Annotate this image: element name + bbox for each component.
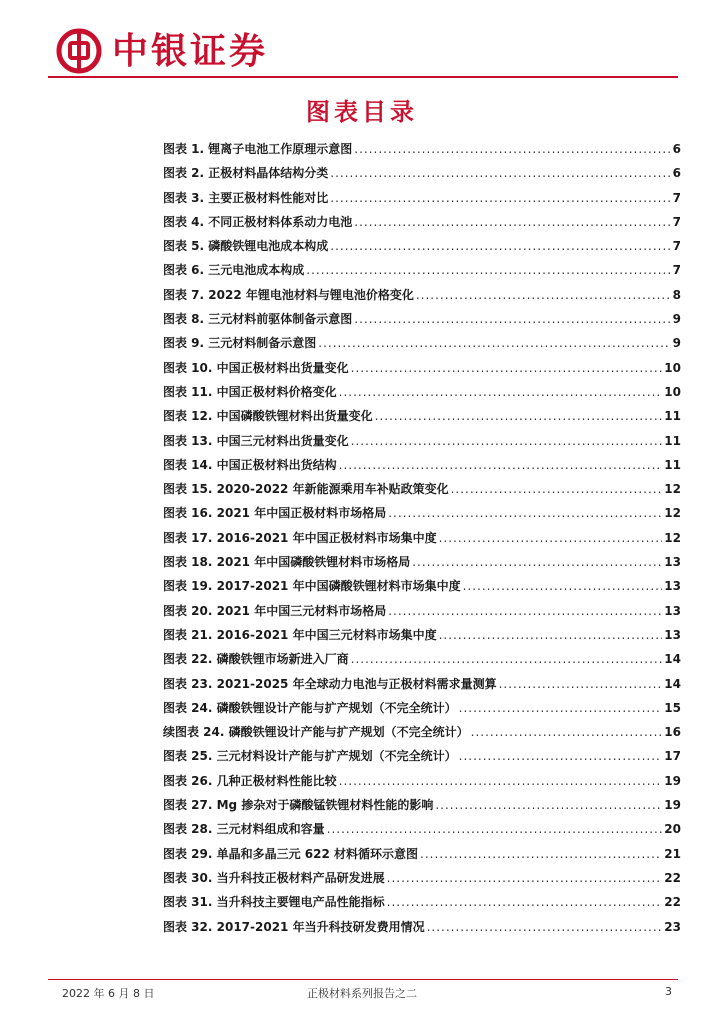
- toc-entry-page: 16: [664, 725, 681, 740]
- toc-entry-page: 22: [664, 870, 681, 885]
- toc-entry[interactable]: [163, 553, 681, 577]
- toc-leader-dots: [327, 822, 663, 836]
- toc-entry-page: 6: [672, 142, 681, 156]
- toc-leader-dots: [435, 798, 662, 812]
- toc-entry-label: 图表 2. 正极材料晶体结构分类: [163, 166, 329, 181]
- toc-entry-label: 图表 9. 三元材料制备示意图: [163, 336, 317, 351]
- toc-entry-label: 图表 29. 单晶和多晶三元 622 材料循环示意图: [163, 846, 419, 861]
- toc-entry[interactable]: [163, 772, 681, 796]
- toc-leader-dots: [330, 166, 670, 180]
- toc-entry[interactable]: [163, 407, 681, 431]
- toc-leader-dots: [439, 628, 663, 642]
- toc-leader-dots: [451, 482, 663, 496]
- toc-entry-page: 12: [664, 530, 681, 545]
- toc-entry-page: 13: [664, 579, 681, 594]
- toc-leader-dots: [351, 434, 663, 448]
- toc-entry[interactable]: [163, 140, 681, 164]
- toc-entry-label: 图表 6. 三元电池成本构成: [163, 263, 305, 278]
- toc-leader-dots: [459, 749, 663, 763]
- toc-entry[interactable]: [163, 164, 681, 188]
- toc-leader-dots: [354, 215, 670, 229]
- toc-entry-page: 13: [664, 555, 681, 570]
- toc-entry-label: 图表 32. 2017-2021 年当升科技研发费用情况: [163, 919, 425, 934]
- toc-entry[interactable]: [163, 334, 681, 358]
- toc-entry-label: 图表 4. 不同正极材料体系动力电池: [163, 214, 353, 229]
- toc-entry-label: 图表 27. Mg 掺杂对于磷酸锰铁锂材料性能的影响: [163, 798, 434, 813]
- toc-entry-page: 9: [672, 336, 681, 351]
- toc-entry-label: 图表 16. 2021 年中国正极材料市场格局: [163, 506, 387, 521]
- footer-page-number: 3: [665, 985, 672, 998]
- toc-leader-dots: [471, 725, 663, 739]
- footer-rule: [48, 979, 678, 980]
- toc-entry-page: 12: [664, 506, 681, 521]
- toc-entry-page: 7: [672, 190, 681, 205]
- toc-entry[interactable]: [163, 359, 681, 383]
- toc-entry[interactable]: [163, 699, 681, 723]
- page-header: [56, 26, 268, 76]
- toc-entry-label: 图表 17. 2016-2021 年中国正极材料市场集中度: [163, 530, 437, 545]
- toc-entry-label: 图表 7. 2022 年锂电池材料与锂电池价格变化: [163, 287, 414, 302]
- toc-entry-label: 图表 24. 磷酸铁锂设计产能与扩产规划（不完全统计）: [163, 700, 457, 715]
- toc-leader-dots: [306, 263, 670, 277]
- toc-entry-label: 图表 20. 2021 年中国三元材料市场格局: [163, 603, 387, 618]
- toc-entry-page: 13: [664, 627, 681, 642]
- toc-entry-label: 图表 10. 中国正极材料出货量变化: [163, 360, 349, 375]
- toc-entry-page: 10: [664, 384, 681, 399]
- toc-entry-page: 10: [664, 360, 681, 375]
- toc-leader-dots: [412, 555, 662, 569]
- toc-entry[interactable]: [163, 189, 681, 213]
- toc-leader-dots: [388, 506, 662, 520]
- toc-entry[interactable]: [163, 310, 681, 334]
- toc-leader-dots: [351, 361, 663, 375]
- toc-entry[interactable]: [163, 869, 681, 893]
- toc-entry[interactable]: [163, 796, 681, 820]
- toc-entry[interactable]: [163, 480, 681, 504]
- toc-entry-page: 12: [664, 482, 681, 497]
- toc-entry[interactable]: [163, 432, 681, 456]
- toc-entry[interactable]: [163, 602, 681, 626]
- toc-entry-label: 图表 15. 2020-2022 年新能源乘用车补贴政策变化: [163, 482, 449, 497]
- toc-entry-label: 图表 26. 几种正极材料性能比较: [163, 773, 337, 788]
- toc-leader-dots: [387, 895, 663, 909]
- toc-leader-dots: [420, 847, 662, 861]
- toc-entry-page: 7: [672, 214, 681, 229]
- toc-leader-dots: [330, 239, 670, 253]
- toc-entry[interactable]: [163, 286, 681, 310]
- toc-entry[interactable]: [163, 383, 681, 407]
- toc-entry-label: 图表 8. 三元材料前驱体制备示意图: [163, 312, 353, 327]
- footer-report-name: 正极材料系列报告之二: [307, 987, 417, 1000]
- toc-entry[interactable]: [163, 237, 681, 261]
- toc-leader-dots: [375, 409, 663, 423]
- toc-leader-dots: [330, 191, 670, 205]
- footer-date: 2022 年 6 月 8 日: [62, 987, 155, 1000]
- toc-leader-dots: [427, 920, 663, 934]
- table-of-figures: [163, 140, 681, 942]
- toc-leader-dots: [439, 531, 663, 545]
- toc-leader-dots: [339, 774, 663, 788]
- toc-entry[interactable]: [163, 261, 681, 285]
- toc-leader-dots: [388, 604, 662, 618]
- toc-entry-label: 图表 12. 中国磷酸铁锂材料出货量变化: [163, 409, 373, 424]
- toc-entry-label: 图表 23. 2021-2025 年全球动力电池与正极材料需求量测算: [163, 676, 497, 691]
- toc-entry-label: 图表 19. 2017-2021 年中国磷酸铁锂材料市场集中度: [163, 579, 461, 594]
- toc-entry[interactable]: [163, 893, 681, 917]
- toc-entry-page: 11: [664, 433, 681, 448]
- toc-leader-dots: [499, 677, 663, 691]
- toc-entry-label: 图表 3. 主要正极材料性能对比: [163, 190, 329, 205]
- toc-entry[interactable]: [163, 747, 681, 771]
- toc-entry-page: 6: [672, 166, 681, 181]
- toc-leader-dots: [459, 701, 663, 715]
- toc-entry-page: 19: [664, 773, 681, 788]
- toc-entry-label: 图表 14. 中国正极材料出货结构: [163, 457, 337, 472]
- toc-entry-label: 图表 25. 三元材料设计产能与扩产规划（不完全统计）: [163, 749, 457, 764]
- toc-entry-page: 19: [664, 798, 681, 813]
- toc-entry[interactable]: [163, 529, 681, 553]
- toc-entry-page: 22: [664, 895, 681, 910]
- toc-leader-dots: [339, 385, 663, 399]
- toc-entry-page: 14: [664, 676, 681, 691]
- toc-leader-dots: [318, 336, 670, 350]
- toc-entry-page: 9: [672, 312, 681, 327]
- toc-entry[interactable]: [163, 650, 681, 674]
- toc-entry-label: 图表 28. 三元材料组成和容量: [163, 822, 325, 837]
- toc-entry-label: 图表 18. 2021 年中国磷酸铁锂材料市场格局: [163, 555, 411, 570]
- toc-entry-label: 图表 13. 中国三元材料出货量变化: [163, 433, 349, 448]
- toc-leader-dots: [354, 142, 670, 156]
- toc-entry-label: 图表 11. 中国正极材料价格变化: [163, 384, 337, 399]
- toc-leader-dots: [339, 458, 663, 472]
- toc-entry[interactable]: [163, 577, 681, 601]
- toc-entry-page: 17: [664, 749, 681, 764]
- toc-entry-page: 7: [672, 263, 681, 278]
- toc-entry-page: 21: [664, 846, 681, 861]
- toc-leader-dots: [387, 871, 663, 885]
- toc-entry-page: 20: [664, 822, 681, 837]
- toc-leader-dots: [354, 312, 670, 326]
- toc-leader-dots: [416, 288, 671, 302]
- toc-entry-page: 14: [664, 652, 681, 667]
- toc-entry[interactable]: [163, 504, 681, 528]
- toc-entry[interactable]: [163, 626, 681, 650]
- toc-leader-dots: [351, 652, 663, 666]
- toc-entry-page: 8: [672, 287, 681, 302]
- toc-entry[interactable]: [163, 918, 681, 942]
- toc-entry-label: 图表 21. 2016-2021 年中国三元材料市场集中度: [163, 627, 437, 642]
- toc-entry-page: 11: [664, 409, 681, 424]
- toc-entry[interactable]: [163, 723, 681, 747]
- toc-entry-label: 续图表 24. 磷酸铁锂设计产能与扩产规划（不完全统计）: [163, 725, 469, 740]
- toc-entry-label: 图表 1. 锂离子电池工作原理示意图: [163, 142, 353, 156]
- toc-entry-label: 图表 30. 当升科技正极材料产品研发进展: [163, 870, 385, 885]
- header-rule: [48, 76, 678, 78]
- toc-entry[interactable]: [163, 845, 681, 869]
- toc-entry[interactable]: [163, 820, 681, 844]
- toc-entry-label: 图表 5. 磷酸铁锂电池成本构成: [163, 239, 329, 254]
- brand-name: 中银证券: [112, 30, 269, 72]
- toc-leader-dots: [463, 579, 663, 593]
- toc-entry-label: 图表 22. 磷酸铁锂市场新进入厂商: [163, 652, 349, 667]
- toc-entry-page: 13: [664, 603, 681, 618]
- toc-entry[interactable]: [163, 456, 681, 480]
- toc-entry-page: 23: [664, 919, 681, 934]
- toc-entry[interactable]: [163, 213, 681, 237]
- toc-entry-page: 11: [664, 457, 681, 472]
- bank-of-china-logo-icon: [56, 28, 102, 74]
- toc-entry[interactable]: [163, 675, 681, 699]
- toc-entry-page: 15: [664, 700, 681, 715]
- toc-entry-page: 7: [672, 239, 681, 254]
- page-title: 图表目录: [306, 98, 418, 126]
- toc-entry-label: 图表 31. 当升科技主要锂电产品性能指标: [163, 895, 385, 910]
